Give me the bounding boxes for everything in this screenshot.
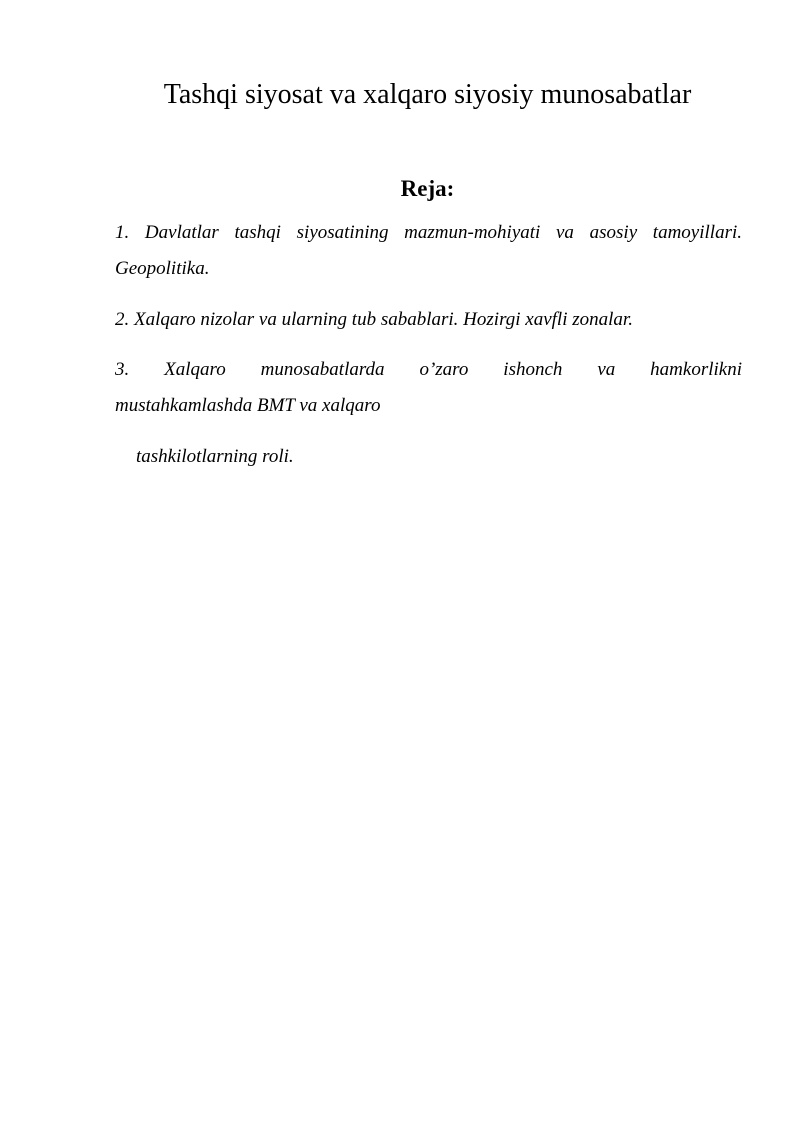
- document-title: Tashqi siyosat va xalqaro siyosiy munosabatlar: [163, 79, 692, 110]
- plan-item-1-line-2: Geopolitika.: [115, 258, 210, 279]
- plan-item-3-line-2: mustahkamlashda BMT va xalqaro: [115, 395, 381, 416]
- plan-item-2: [115, 302, 742, 338]
- plan-item-3-line-3: tashkilotlarning roli.: [136, 446, 294, 467]
- plan-item-3-line-1: 3. Xalqaro munosabatlarda o’zaro ishonch va hamkorlikni: [115, 359, 742, 380]
- plan-item-1-line-1: 1. Davlatlar tashqi siyosatining mazmun-mohiyati va asosiy tamoyillari.: [115, 222, 742, 243]
- plan-heading: Reja:: [400, 176, 455, 201]
- plan-item-2-line-1: 2. Xalqaro nizolar va ularning tub sabablari. Hozirgi xavfli zonalar.: [115, 309, 633, 330]
- plan-item-3: [115, 352, 742, 424]
- plan-item-1: [115, 215, 742, 287]
